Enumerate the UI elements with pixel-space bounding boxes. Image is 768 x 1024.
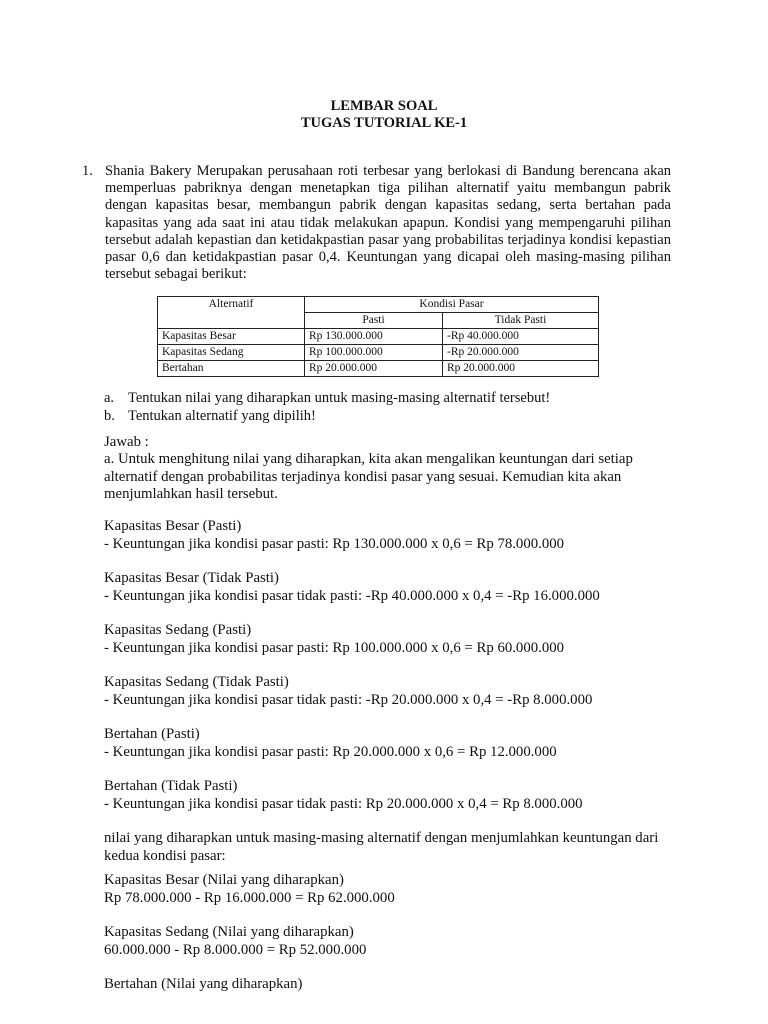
row-tidak-pasti: -Rp 20.000.000 — [443, 345, 599, 361]
calc-heading: Bertahan (Pasti) — [104, 726, 200, 742]
calc-line: - Keuntungan jika kondisi pasar tidak pasti: -Rp 40.000.000 x 0,4 = -Rp 16.000.000 — [104, 588, 600, 604]
subquestion-b-text: Tentukan alternatif yang dipilih! — [128, 408, 316, 424]
row-alternatif: Bertahan — [158, 361, 305, 377]
header-pasti: Pasti — [305, 313, 443, 329]
calc-line: - Keuntungan jika kondisi pasar pasti: Rp 130.000.000 x 0,6 = Rp 78.000.000 — [104, 536, 565, 552]
answer-heading: Jawab : — [104, 434, 149, 450]
document-subtitle: TUGAS TUTORIAL KE-1 — [300, 115, 468, 131]
table-header-row — [158, 297, 599, 313]
subquestion-b-label: b. — [104, 408, 115, 424]
row-alternatif: Kapasitas Besar — [158, 329, 305, 345]
expected-line: 60.000.000 - Rp 8.000.000 = Rp 52.000.000 — [104, 942, 367, 958]
row-pasti: Rp 20.000.000 — [305, 361, 443, 377]
calc-heading: Kapasitas Besar (Pasti) — [104, 518, 242, 534]
calc-line: - Keuntungan jika kondisi pasar tidak pasti: Rp 20.000.000 x 0,4 = Rp 8.000.000 — [104, 796, 583, 812]
question-number: 1. — [82, 163, 93, 179]
table-row — [158, 345, 599, 361]
document-title: LEMBAR SOAL — [330, 98, 438, 114]
subquestion-a-text: Tentukan nilai yang diharapkan untuk masing-masing alternatif tersebut! — [128, 390, 551, 406]
calc-heading: Kapasitas Besar (Tidak Pasti) — [104, 570, 279, 586]
calc-line: - Keuntungan jika kondisi pasar pasti: Rp 20.000.000 x 0,6 = Rp 12.000.000 — [104, 744, 557, 760]
expected-heading: Kapasitas Sedang (Nilai yang diharapkan) — [104, 924, 354, 940]
row-tidak-pasti: Rp 20.000.000 — [443, 361, 599, 377]
expected-line: Rp 78.000.000 - Rp 16.000.000 = Rp 62.000.000 — [104, 890, 395, 906]
subquestion-a-label: a. — [104, 390, 115, 406]
row-alternatif: Kapasitas Sedang — [158, 345, 305, 361]
header-kondisi-pasar: Kondisi Pasar — [305, 297, 599, 313]
calc-heading: Bertahan (Tidak Pasti) — [104, 778, 238, 794]
calc-heading: Kapasitas Sedang (Tidak Pasti) — [104, 674, 289, 690]
profit-table — [157, 296, 599, 377]
sum-intro: nilai yang diharapkan untuk masing-masing alternatif dengan menjumlahkan keuntungan dari kedua kondisi pasar: — [104, 830, 659, 864]
table-row — [158, 361, 599, 377]
expected-heading: Bertahan (Nilai yang diharapkan) — [104, 976, 303, 992]
table-row — [158, 329, 599, 345]
calc-line: - Keuntungan jika kondisi pasar pasti: Rp 100.000.000 x 0,6 = Rp 60.000.000 — [104, 640, 565, 656]
row-pasti: Rp 130.000.000 — [305, 329, 443, 345]
expected-heading: Kapasitas Besar (Nilai yang diharapkan) — [104, 872, 344, 888]
row-tidak-pasti: -Rp 40.000.000 — [443, 329, 599, 345]
answer-intro: a. Untuk menghitung nilai yang diharapkan, kita akan mengalikan keuntungan dari setiap alternatif dengan probabilitas terjadinya kondisi pasar yang sesuai. Kemudian kita akan menjumlahkan hasil tersebut. — [104, 451, 633, 502]
calc-line: - Keuntungan jika kondisi pasar tidak pasti: -Rp 20.000.000 x 0,4 = -Rp 8.000.000 — [104, 692, 593, 708]
header-tidak-pasti: Tidak Pasti — [443, 313, 599, 329]
calc-heading: Kapasitas Sedang (Pasti) — [104, 622, 252, 638]
row-pasti: Rp 100.000.000 — [305, 345, 443, 361]
question-text: Shania Bakery Merupakan perusahaan roti terbesar yang berlokasi di Bandung berencana akan memperluas pabriknya dengan menetapkan tiga pilihan alternatif yaitu membangun pabrik dengan kapasitas besar, membangun pabrik dengan kapasitas sedang, serta bertahan pada kapasitas yang ada saat ini atau tidak melakukan apapun. Kondisi yang mempengaruhi pilihan tersebut adalah kepastian dan ketidakpastian pasar yang probabilitas terjadinya kondisi kepastian pasar 0,6 dan ketidakpastian pasar 0,4. Keuntungan yang dicapai oleh masing-masing pilihan tersebut sebagai berikut: — [105, 163, 671, 283]
header-alternatif: Alternatif — [158, 297, 305, 329]
